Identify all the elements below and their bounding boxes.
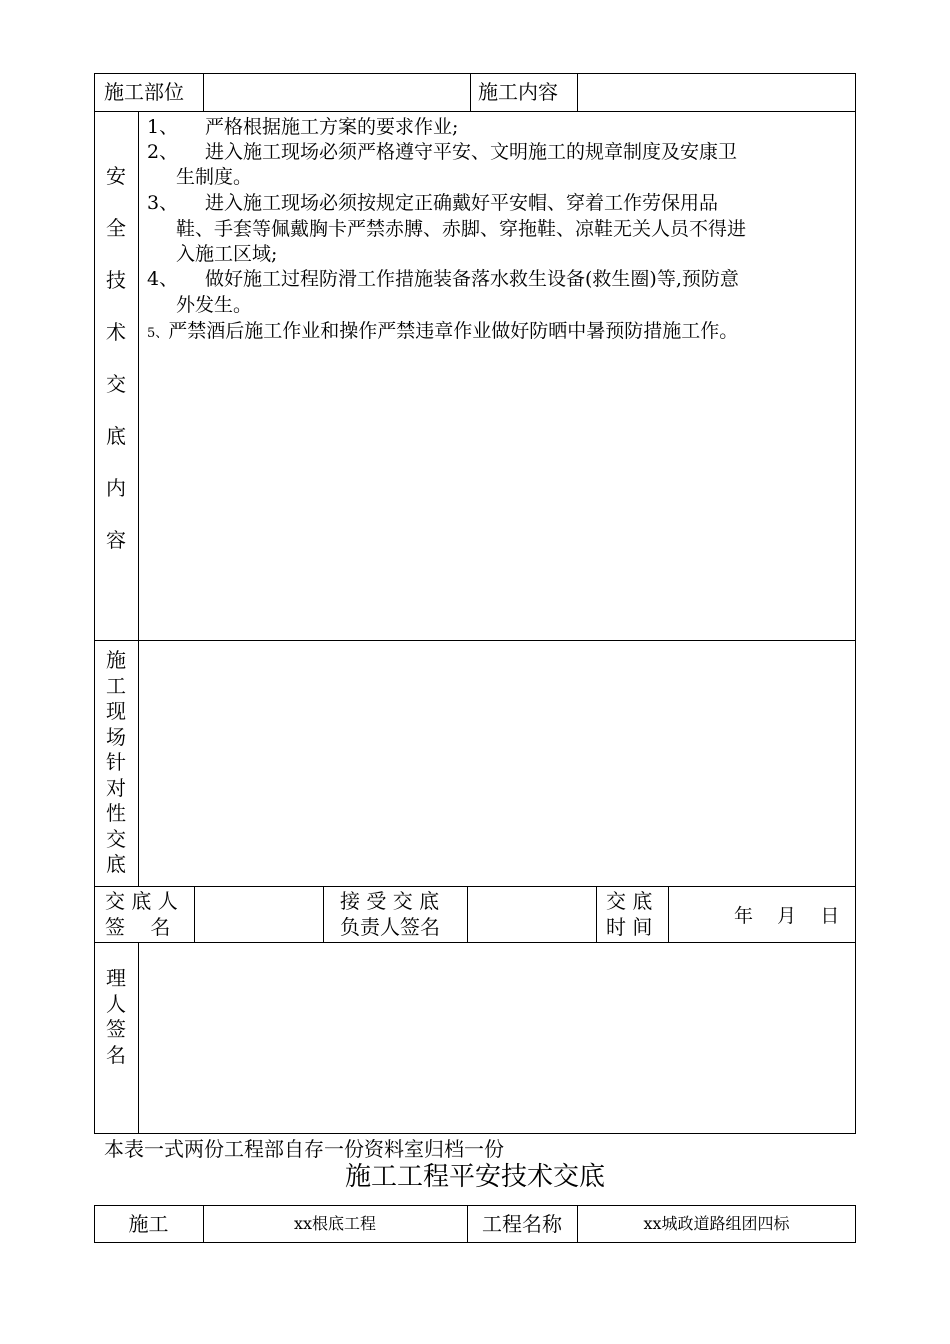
footer-note: 本表一式两份工程部自存一份资料室归档一份 bbox=[104, 1137, 504, 1161]
safety-item-continuation: 入施工区域; bbox=[176, 243, 278, 265]
project-name-label: 工程名称 bbox=[482, 1212, 562, 1236]
safety-item-continuation: 外发生。 bbox=[176, 294, 253, 316]
manager-signature-label: 理 人 签 名 bbox=[106, 966, 126, 1067]
safety-item: 4、 做好施工过程防滑工作措施装备落水救生设备(救生圈)等,预防意 bbox=[147, 268, 739, 290]
receiver-label: 接 受 交 底 负责人签名 bbox=[340, 889, 440, 939]
safety-item-continuation: 生制度。 bbox=[176, 166, 253, 188]
construction-value[interactable]: xx根底工程 bbox=[293, 1214, 377, 1233]
project-name-value[interactable]: xx城政道路组团四标 bbox=[643, 1214, 790, 1233]
discloser-signature[interactable] bbox=[196, 888, 321, 940]
content-label: 施工内容 bbox=[478, 80, 558, 104]
location-value[interactable] bbox=[212, 79, 462, 105]
safety-item: 1、 严格根据施工方案的要求作业; bbox=[147, 116, 459, 138]
safety-item: 5、严禁酒后施工作业和操作严禁违章作业做好防晒中暑预防措施工作。 bbox=[147, 320, 739, 342]
safety-section-label: 安 全 技 术 交 底 内 容 bbox=[106, 164, 126, 552]
document-title: 施工工程平安技术交底 bbox=[344, 1162, 605, 1192]
time-label: 交 底 时 间 bbox=[606, 889, 653, 939]
safety-item: 2、 进入施工现场必须严格遵守平安、文明施工的规章制度及安康卫 bbox=[147, 141, 738, 163]
manager-signature-area[interactable] bbox=[140, 944, 854, 1132]
site-section-label: 施 工 现 场 针 对 性 交 底 bbox=[106, 648, 126, 876]
construction-label: 施工 bbox=[128, 1212, 169, 1236]
disclosure-date[interactable]: 年 月 日 bbox=[734, 905, 840, 927]
site-content[interactable] bbox=[140, 642, 854, 884]
location-label: 施工部位 bbox=[104, 80, 184, 104]
content-value[interactable] bbox=[586, 79, 846, 105]
safety-item: 3、 进入施工现场必须按规定正确戴好平安帽、穿着工作劳保用品 bbox=[147, 192, 719, 214]
safety-item-continuation: 鞋、手套等佩戴胸卡严禁赤膊、赤脚、穿拖鞋、凉鞋无关人员不得进 bbox=[176, 218, 747, 240]
receiver-signature[interactable] bbox=[469, 888, 594, 940]
discloser-label: 交 底 人 签 名 bbox=[105, 889, 178, 939]
